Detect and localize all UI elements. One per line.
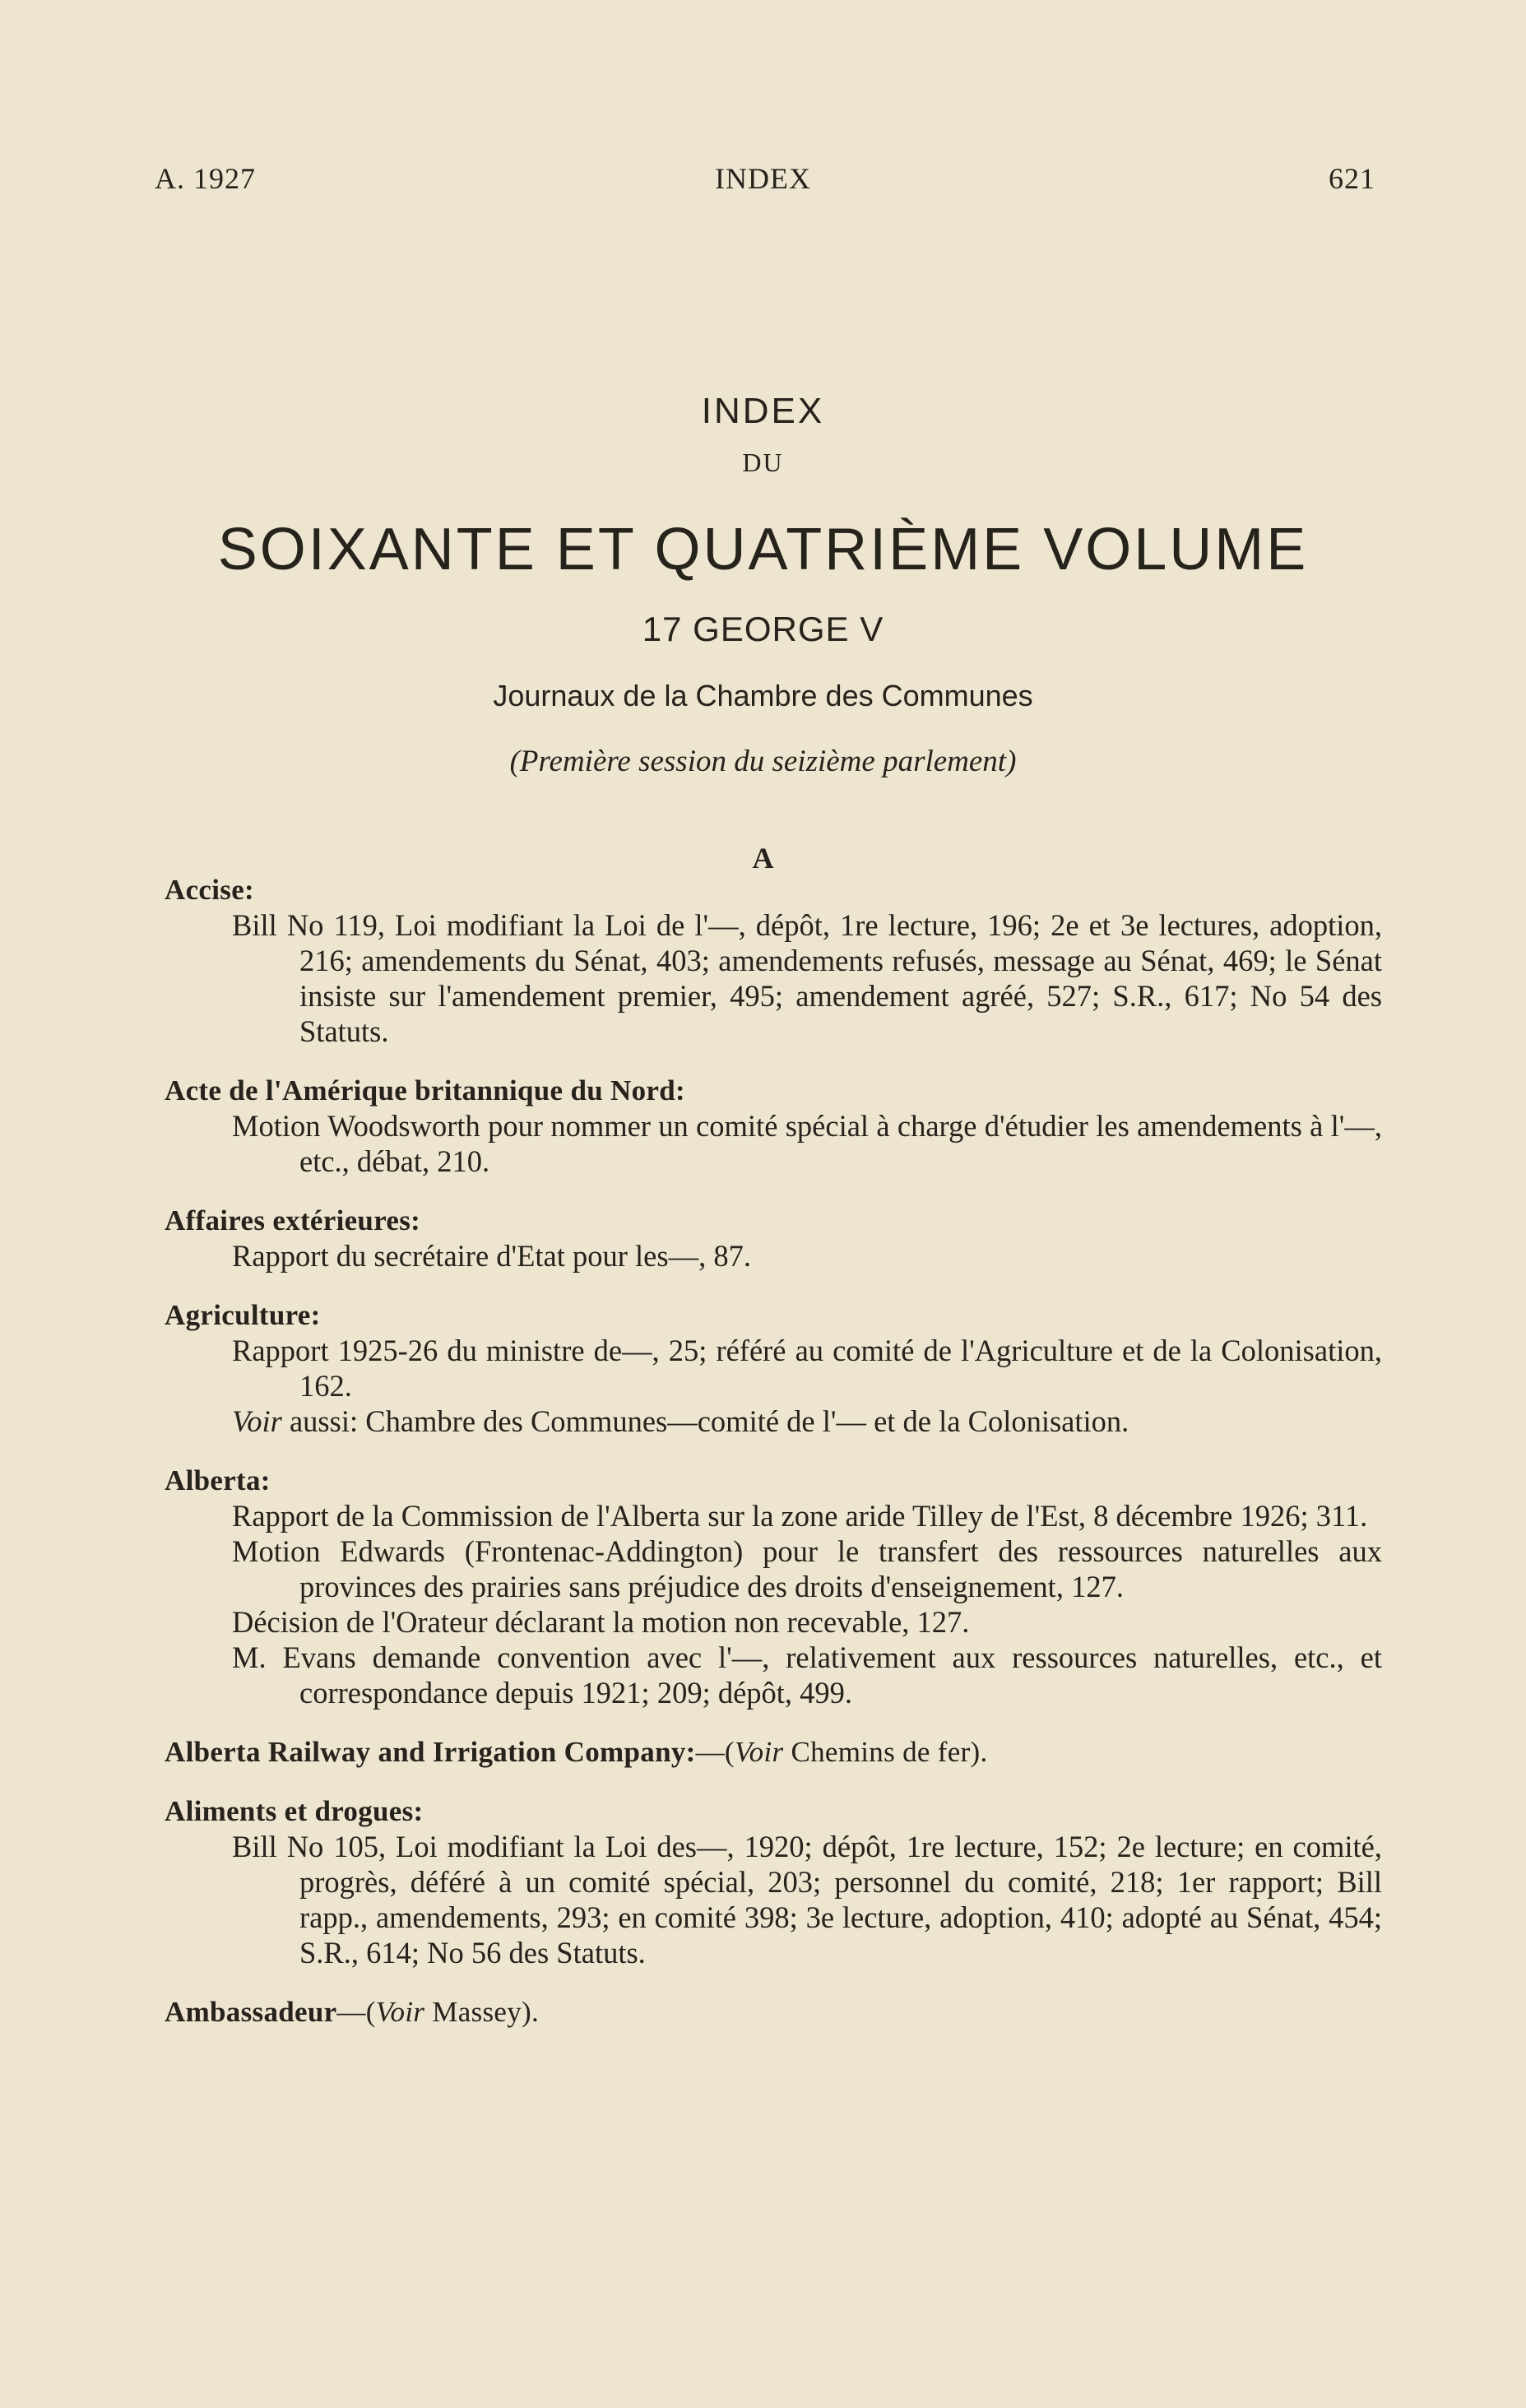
entry-heading-line xyxy=(165,1994,1382,2030)
section-letter: A xyxy=(752,842,774,875)
title-journal: Journaux de la Chambre des Communes xyxy=(493,679,1033,712)
title-du: DU xyxy=(742,448,784,477)
index-entry xyxy=(165,1734,1382,1770)
entry-line: Voir aussi: Chambre des Communes—comité de l'— et de la Colonisation. xyxy=(232,1404,1129,1438)
entry-heading: Alberta: xyxy=(165,1464,271,1496)
index-entry xyxy=(165,1994,1382,2030)
entry-lines xyxy=(165,907,1382,1049)
entry-line: Motion Edwards (Frontenac-Addington) pour le transfert des ressources naturelles aux provinces des prairies sans préjudice des droits d'enseignement, 127. xyxy=(232,1534,1382,1603)
index-entry xyxy=(165,1073,1382,1179)
entry-lines xyxy=(165,1108,1382,1179)
index-entry xyxy=(165,872,1382,1049)
index-entry xyxy=(165,1297,1382,1439)
cross-reference: —(Voir Massey). xyxy=(336,1996,540,2028)
index-entries xyxy=(165,872,1382,2030)
running-head-title: INDEX xyxy=(715,162,811,195)
entry-heading: Affaires extérieures: xyxy=(165,1204,421,1236)
entry-line: Rapport 1925-26 du ministre de—, 25; référé au comité de l'Agriculture et de la Colonisation, 162. xyxy=(232,1334,1382,1403)
title-block xyxy=(0,388,1526,782)
running-head-year: A. 1927 xyxy=(155,162,256,195)
cross-reference: —(Voir Chemins de fer). xyxy=(695,1736,988,1768)
entry-heading: Agriculture: xyxy=(165,1299,321,1331)
title-reign: 17 GEORGE V xyxy=(642,610,884,648)
entry-heading: Alberta Railway and Irrigation Company: xyxy=(165,1736,696,1768)
entry-line: Décision de l'Orateur déclarant la motion non recevable, 127. xyxy=(232,1605,970,1639)
index-entry xyxy=(165,1793,1382,1970)
entry-heading-line xyxy=(165,1734,1382,1770)
title-session: (Première session du seizième parlement) xyxy=(509,745,1017,778)
entry-heading: Ambassadeur xyxy=(165,1996,337,2028)
entry-lines xyxy=(165,1238,1382,1274)
entry-lines xyxy=(165,1498,1382,1710)
page-number: 621 xyxy=(1329,162,1375,195)
entry-line: Motion Woodsworth pour nommer un comité spécial à charge d'étudier les amendements à l'—, etc., débat, 210. xyxy=(232,1109,1382,1178)
entry-line: Bill No 119, Loi modifiant la Loi de l'—, dépôt, 1re lecture, 196; 2e et 3e lectures, adoption, 216; amendements du Sénat, 403; amendements refusés, message au Sénat, 469; le Sénat insiste sur l'amendement premier, 495; amendement agréé, 527; S.R., 617; No 54 des Statuts. xyxy=(232,908,1382,1048)
entry-heading: Acte de l'Amérique britannique du Nord: xyxy=(165,1074,685,1107)
entry-lines xyxy=(165,1333,1382,1439)
entry-heading: Accise: xyxy=(165,874,254,906)
title-volume: SOIXANTE ET QUATRIÈME VOLUME xyxy=(217,517,1309,582)
index-entry xyxy=(165,1203,1382,1274)
entry-line: Rapport de la Commission de l'Alberta sur la zone aride Tilley de l'Est, 8 décembre 1926; 311. xyxy=(232,1499,1368,1533)
entry-heading: Aliments et drogues: xyxy=(165,1795,424,1827)
index-entry xyxy=(165,1463,1382,1710)
entry-line: M. Evans demande convention avec l'—, relativement aux ressources naturelles, etc., et correspondance depuis 1921; 209; dépôt, 499. xyxy=(232,1640,1382,1710)
entry-lines xyxy=(165,1829,1382,1970)
running-head xyxy=(0,161,1526,202)
entry-line: Rapport du secrétaire d'Etat pour les—, 87. xyxy=(232,1239,751,1273)
entry-line: Bill No 105, Loi modifiant la Loi des—, 1920; dépôt, 1re lecture, 152; 2e lecture; en comité, progrès, déféré à un comité spécial, 203; personnel du comité, 218; 1er rapport; Bill rapp., amendements, 293; en comité 398; 3e lecture, adoption, 410; adopté au Sénat, 454; S.R., 614; No 56 des Statuts. xyxy=(232,1830,1382,1970)
title-index: INDEX xyxy=(701,391,825,431)
